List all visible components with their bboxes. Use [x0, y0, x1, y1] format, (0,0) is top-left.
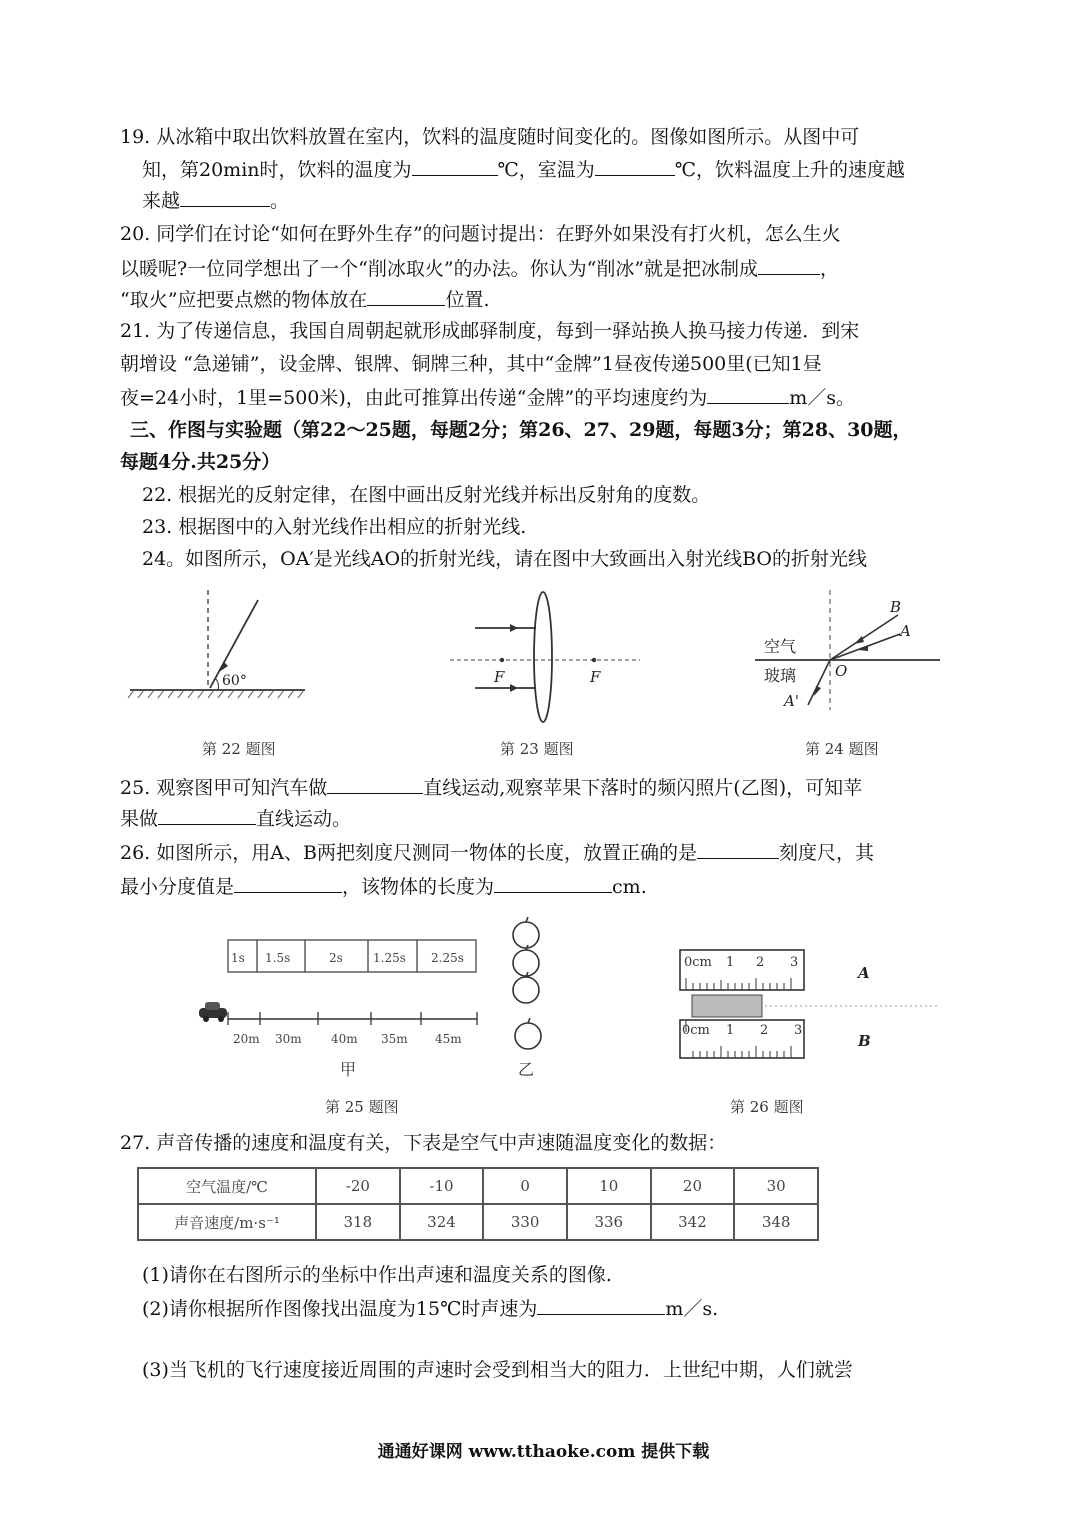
- figure-25-motion: [195, 915, 595, 1085]
- time-label-5: 2.25s: [431, 951, 464, 965]
- table-cell: 336: [567, 1204, 651, 1240]
- distance-label-2: 30m: [275, 1032, 302, 1046]
- q26-text-c: 最小分度值是: [120, 876, 235, 898]
- ruler-a-tick-1: 1: [726, 955, 735, 970]
- air-label: 空气: [764, 637, 797, 656]
- figure-24-caption: 第 24 题图: [805, 740, 879, 758]
- table-cell: 324: [400, 1204, 484, 1240]
- focus-right: [592, 658, 596, 662]
- figure-23-lens: [440, 590, 650, 730]
- table-cell: -20: [316, 1168, 400, 1204]
- q19-line-2: [142, 155, 905, 183]
- table-cell: 20: [651, 1168, 735, 1204]
- angle-arc: [215, 678, 219, 690]
- figure-26-caption: 第 26 题图: [730, 1098, 804, 1116]
- figure-25-caption: 第 25 题图: [325, 1098, 399, 1116]
- page-footer: 通通好课网 www.tthaoke.com 提供下载: [377, 1442, 710, 1462]
- q27-blank-speed[interactable]: [537, 1294, 665, 1315]
- q19-text-b: ℃，室温为: [497, 159, 595, 181]
- q19-blank-speed[interactable]: [180, 186, 270, 207]
- q25-blank-apple[interactable]: [158, 804, 256, 825]
- time-label-1: 1s: [231, 951, 245, 965]
- q20-line-3: [120, 285, 489, 313]
- q19-line-3: [142, 186, 289, 214]
- q25-line-1: [120, 773, 862, 801]
- table-row-temperature: [138, 1168, 818, 1204]
- table-cell: 348: [734, 1204, 818, 1240]
- q24-text: 24。如图所示，OA′是光线AO的折射光线，请在图中大致画出入射光线BO的折射光线: [142, 548, 867, 570]
- q27-part-3: (3)当飞机的飞行速度接近周围的声速时会受到相当大的阻力．上世纪中期，人们就尝: [142, 1359, 853, 1381]
- q26-text-b: 刻度尺，其: [778, 842, 874, 864]
- label-yi: 乙: [518, 1060, 535, 1079]
- ruler-b-label: B: [858, 1032, 871, 1050]
- figure-22-reflection: [120, 590, 320, 720]
- time-label-2: 1.5s: [265, 951, 291, 965]
- ruler-a-ticks: [686, 978, 791, 990]
- point-b-label: B: [890, 598, 902, 616]
- arrow-b-icon: [854, 636, 864, 644]
- q19-blank-temp[interactable]: [412, 155, 498, 176]
- q20-text-a: 以暖呢?一位同学想出了一个“削冰取火”的办法。你认为“削冰”就是把冰制成: [120, 258, 759, 280]
- q25-text-d: 直线运动。: [256, 808, 352, 830]
- ruler-b-tick-0: 0cm: [682, 1023, 710, 1038]
- q19-text-a: 知，第20min时，饮料的温度为: [142, 159, 412, 181]
- q19-line-1: 19. 从冰箱中取出饮料放置在室内，饮料的温度随时间变化的。图像如图所示。从图中可: [120, 126, 860, 148]
- ruler-a-tick-3: 3: [790, 955, 799, 970]
- q25-line-2: [120, 804, 351, 832]
- q21-text-a: 夜=24小时，1里=500米)，由此可推算出传递“金牌”的平均速度约为: [120, 387, 708, 409]
- time-label-4: 1.25s: [373, 951, 406, 965]
- table-header-speed: 声音速度/m·s⁻¹: [138, 1204, 316, 1240]
- focus-left-label: F: [494, 668, 505, 686]
- distance-label-5: 45m: [435, 1032, 462, 1046]
- q27-part-2: [142, 1294, 718, 1322]
- q21-line-1: 21. 为了传递信息，我国自周朝起就形成邮驿制度，每到一驿站换人换马接力传递．到宋: [120, 320, 860, 342]
- ruler-b-tick-1: 1: [726, 1023, 735, 1038]
- q25-text-c: 果做: [120, 808, 159, 830]
- distance-label-4: 35m: [381, 1032, 408, 1046]
- table-cell: -10: [400, 1168, 484, 1204]
- q19-text-e: 。: [270, 190, 290, 212]
- glass-label: 玻璃: [764, 666, 797, 685]
- table-cell: 30: [734, 1168, 818, 1204]
- q25-text-a: 25. 观察图甲可知汽车做: [120, 777, 328, 799]
- distance-label-3: 40m: [331, 1032, 358, 1046]
- focus-right-label: F: [590, 668, 601, 686]
- ruler-a-tick-0: 0cm: [684, 955, 712, 970]
- q20-text-d: 位置.: [445, 289, 490, 311]
- q25-blank-car[interactable]: [327, 773, 423, 794]
- q26-blank-division[interactable]: [234, 872, 342, 893]
- q20-line-1: 20. 同学们在讨论“如何在野外生存”的问题讨提出：在野外如果没有打火机，怎么生火: [120, 223, 841, 245]
- measured-object: [692, 995, 762, 1017]
- arrow-bottom-icon: [510, 684, 518, 692]
- q26-blank-ruler[interactable]: [697, 838, 779, 859]
- q26-line-1: [120, 838, 874, 866]
- figure-24-refraction: [750, 590, 950, 720]
- q22-text: 22. 根据光的反射定律，在图中画出反射光线并标出反射角的度数。: [142, 484, 711, 506]
- q20-blank-position[interactable]: [367, 285, 445, 306]
- figure-26-rulers: [670, 940, 960, 1070]
- arrow-a-icon: [858, 645, 868, 651]
- table-row-speed: [138, 1204, 818, 1240]
- car-icon: [199, 1002, 227, 1022]
- incident-arrow-icon: [219, 662, 228, 672]
- table-cell: 342: [651, 1204, 735, 1240]
- q23-text: 23. 根据图中的入射光线作出相应的折射光线.: [142, 516, 527, 538]
- q26-line-2: [120, 872, 647, 900]
- sound-speed-table: [137, 1167, 819, 1241]
- point-a-label: A: [900, 622, 911, 640]
- figure-22-caption: 第 22 题图: [202, 740, 276, 758]
- distance-track: [228, 1012, 477, 1025]
- q21-line-2: 朝增设 “急递铺”，设金牌、银牌、铜牌三种，其中“金牌”1昼夜传递500里(已知1昼: [120, 353, 822, 375]
- distance-label-1: 20m: [233, 1032, 260, 1046]
- q27-intro: 27. 声音传播的速度和温度有关，下表是空气中声速随温度变化的数据：: [120, 1132, 727, 1154]
- section-3-heading-line-1: 三、作图与实验题（第22～25题，每题2分；第26、27、29题，每题3分；第28、30题，: [130, 419, 912, 441]
- table-cell: 10: [567, 1168, 651, 1204]
- table-cell: 318: [316, 1204, 400, 1240]
- q25-text-b: 直线运动,观察苹果下落时的频闪照片(乙图)，可知苹: [423, 777, 863, 799]
- table-cell: 0: [483, 1168, 567, 1204]
- time-label-3: 2s: [329, 951, 343, 965]
- section-3-heading-line-2: 每题4分.共25分）: [120, 451, 281, 473]
- ruler-b-tick-2: 2: [760, 1023, 769, 1038]
- table-cell: 330: [483, 1204, 567, 1240]
- apple-frames: [513, 917, 541, 1049]
- arrow-a-prime-icon: [814, 686, 821, 696]
- q27-part-1: (1)请你在右图所示的坐标中作出声速和温度关系的图像.: [142, 1264, 612, 1286]
- q19-blank-room-temp[interactable]: [595, 155, 675, 176]
- arrow-top-icon: [510, 624, 518, 632]
- q26-text-e: cm.: [612, 876, 647, 898]
- point-a-prime-label: A': [784, 692, 799, 710]
- q19-text-d: 来越: [142, 190, 181, 212]
- ruler-b-tick-3: 3: [794, 1023, 803, 1038]
- table-header-temperature: 空气温度/℃: [138, 1168, 316, 1204]
- q26-text-d: ，该物体的长度为: [342, 876, 495, 898]
- q20-line-2: [120, 254, 839, 282]
- convex-lens: [534, 592, 552, 722]
- q21-line-3: [120, 383, 855, 411]
- q19-text-c: ℃，饮料温度上升的速度越: [674, 159, 906, 181]
- ray-a-prime: [808, 660, 830, 705]
- q21-blank-speed[interactable]: [707, 383, 789, 404]
- angle-label: 60°: [222, 673, 247, 689]
- mirror-hatching: [128, 690, 304, 698]
- label-jia: 甲: [340, 1060, 357, 1079]
- q26-blank-length[interactable]: [494, 872, 612, 893]
- q20-text-c: “取火”应把要点燃的物体放在: [120, 289, 368, 311]
- ruler-a-tick-2: 2: [756, 955, 765, 970]
- q20-blank-shape[interactable]: [758, 254, 820, 275]
- q20-text-b: ，: [820, 258, 840, 280]
- figure-23-caption: 第 23 题图: [500, 740, 574, 758]
- q27-text-a: (2)请你根据所作图像找出温度为15℃时声速为: [142, 1298, 538, 1320]
- q26-text-a: 26. 如图所示，用A、B两把刻度尺测同一物体的长度，放置正确的是: [120, 842, 697, 864]
- q21-text-b: m／s。: [789, 387, 855, 409]
- ray-b: [830, 615, 898, 660]
- point-o-label: O: [835, 662, 848, 680]
- focus-left: [500, 658, 504, 662]
- ruler-a-label: A: [858, 964, 870, 982]
- q27-text-b: m／s.: [665, 1298, 719, 1320]
